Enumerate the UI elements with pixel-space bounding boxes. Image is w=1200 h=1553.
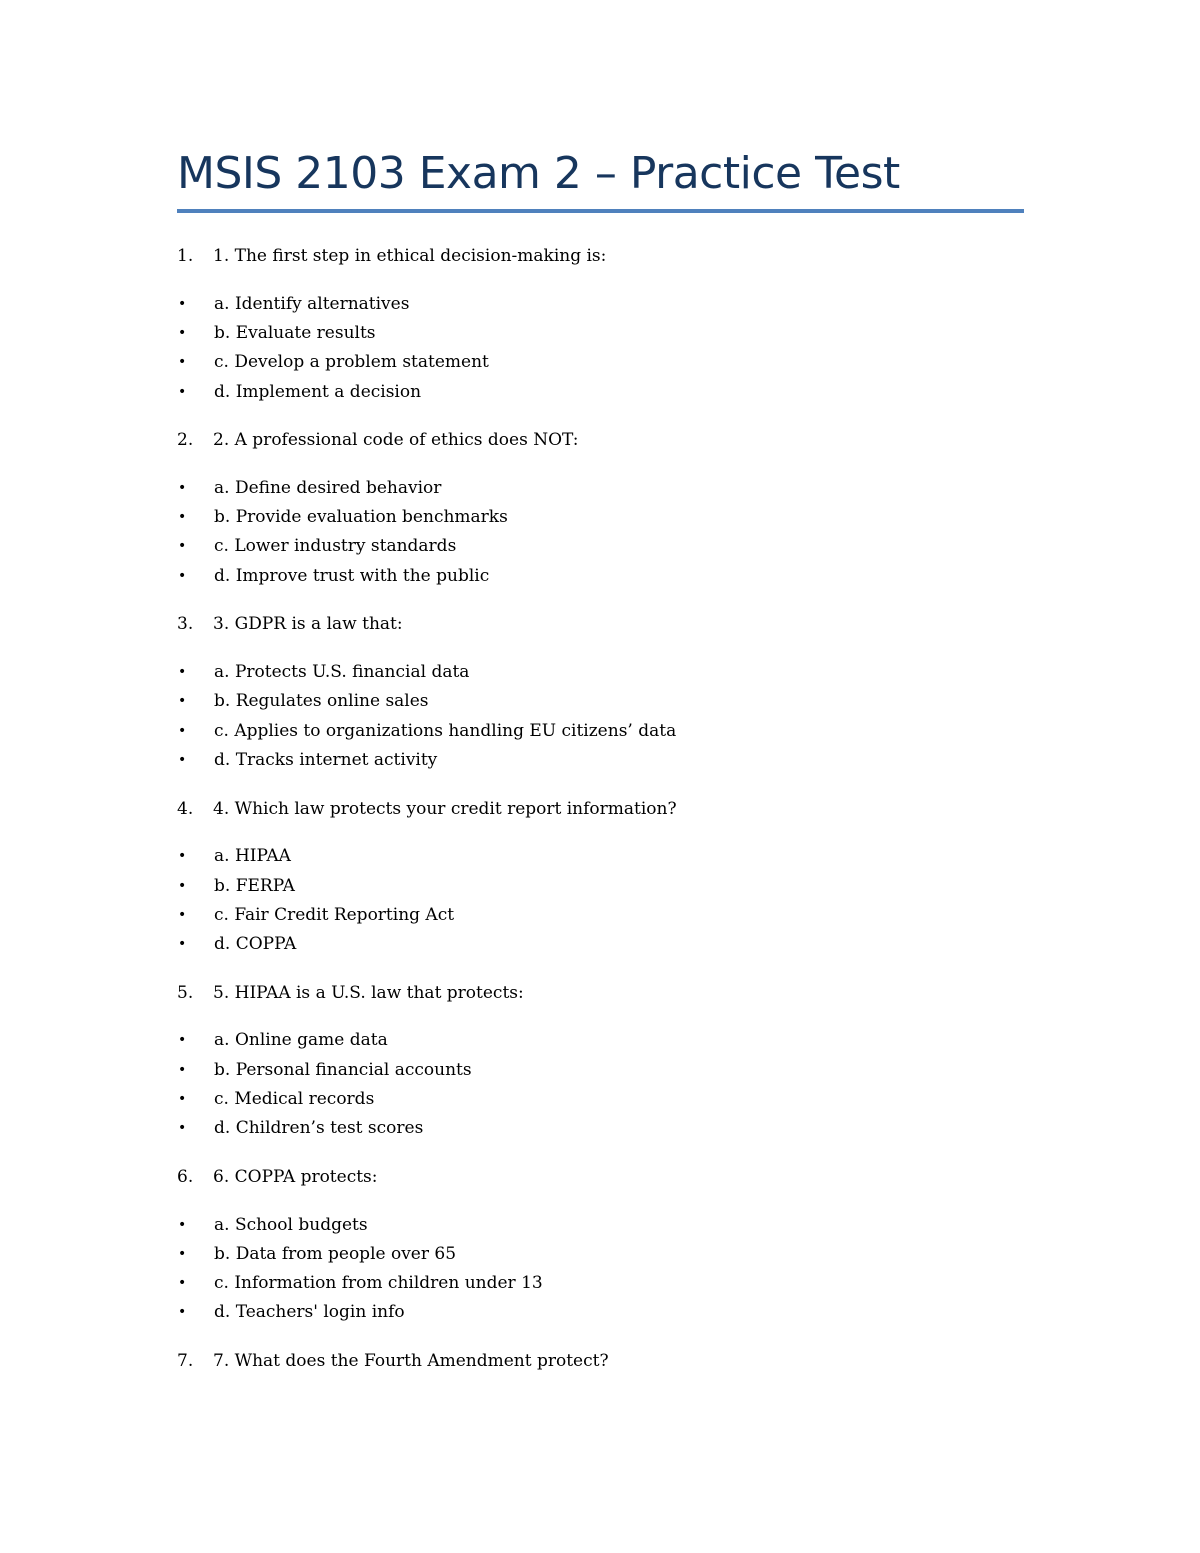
option-list: [177, 842, 1024, 959]
bullet-icon: •: [178, 1120, 187, 1137]
question-number: 7.: [177, 1351, 194, 1372]
option-item: [177, 1210, 1024, 1239]
bullet-icon: •: [178, 1090, 187, 1107]
question-row: [177, 424, 1024, 456]
question-row: [177, 1161, 1024, 1193]
question-row: [177, 1345, 1024, 1377]
question-number: 1.: [177, 246, 194, 266]
option-item: [177, 1055, 1024, 1084]
option-text: c. Applies to organizations handling EU citizens’ data: [214, 720, 677, 741]
option-text: c. Develop a problem statement: [214, 352, 489, 373]
question-6: [177, 1161, 1024, 1327]
question-text: 6. COPPA protects:: [213, 1166, 378, 1187]
option-text: d. Teachers' login info: [214, 1302, 405, 1323]
question-text: 5. HIPAA is a U.S. law that protects:: [213, 982, 524, 1003]
bullet-icon: •: [178, 1216, 187, 1233]
bullet-icon: •: [178, 877, 187, 894]
option-item: [177, 348, 1024, 377]
option-text: d. Children’s test scores: [214, 1118, 424, 1139]
bullet-icon: •: [178, 295, 187, 312]
option-item: [177, 561, 1024, 590]
option-item: [177, 289, 1024, 318]
document-title: MSIS 2103 Exam 2 – Practice Test: [177, 148, 900, 199]
bullet-icon: •: [178, 479, 187, 496]
bullet-icon: •: [178, 1061, 187, 1078]
question-text: 4. Which law protects your credit report information?: [213, 798, 677, 819]
question-number: 6.: [177, 1166, 194, 1187]
option-item: [177, 1239, 1024, 1268]
option-text: d. Implement a decision: [214, 381, 422, 402]
bullet-icon: •: [178, 1245, 187, 1262]
option-item: [177, 1114, 1024, 1143]
option-list: [177, 289, 1024, 406]
bullet-icon: •: [178, 324, 187, 341]
option-item: [177, 716, 1024, 745]
option-item: [177, 929, 1024, 958]
question-3: [177, 608, 1024, 774]
question-number: 4.: [177, 798, 194, 819]
bullet-icon: •: [178, 509, 187, 526]
option-item: [177, 1269, 1024, 1298]
question-number: 2.: [177, 430, 194, 451]
option-text: c. Lower industry standards: [214, 536, 457, 557]
option-text: a. Define desired behavior: [214, 477, 442, 498]
bullet-icon: •: [178, 722, 187, 739]
option-item: [177, 1026, 1024, 1055]
option-text: b. FERPA: [214, 875, 295, 896]
option-text: b. Evaluate results: [214, 322, 376, 343]
option-item: [177, 377, 1024, 406]
question-row: [177, 240, 1024, 272]
option-item: [177, 900, 1024, 929]
question-row: [177, 977, 1024, 1009]
bullet-icon: •: [178, 751, 187, 768]
option-list: [177, 1210, 1024, 1327]
bullet-icon: •: [178, 693, 187, 710]
option-item: [177, 502, 1024, 531]
option-text: a. HIPAA: [214, 846, 291, 867]
bullet-icon: •: [178, 664, 187, 681]
option-text: a. Protects U.S. financial data: [214, 662, 470, 683]
option-text: d. Improve trust with the public: [214, 565, 490, 586]
question-text: 2. A professional code of ethics does NOT:: [213, 430, 579, 451]
option-text: a. School budgets: [214, 1214, 368, 1235]
option-text: c. Information from children under 13: [214, 1273, 543, 1294]
bullet-icon: •: [178, 354, 187, 371]
bullet-icon: •: [178, 538, 187, 555]
bullet-icon: •: [178, 1275, 187, 1292]
option-item: [177, 745, 1024, 774]
bullet-icon: •: [178, 936, 187, 953]
bullet-icon: •: [178, 848, 187, 865]
question-text: 1. The first step in ethical decision-making is:: [213, 246, 607, 266]
option-item: [177, 473, 1024, 502]
question-2: [177, 424, 1024, 590]
option-item: [177, 532, 1024, 561]
question-number: 5.: [177, 982, 194, 1003]
option-list: [177, 1026, 1024, 1143]
title-underline: [177, 209, 1024, 213]
option-text: b. Data from people over 65: [214, 1243, 457, 1264]
option-text: a. Identify alternatives: [214, 293, 410, 314]
option-text: b. Personal financial accounts: [214, 1059, 472, 1080]
question-7: [177, 1345, 1024, 1377]
option-text: b. Regulates online sales: [214, 691, 429, 712]
question-row: [177, 793, 1024, 825]
option-text: a. Online game data: [214, 1030, 388, 1051]
question-list: [177, 240, 1024, 1394]
option-text: b. Provide evaluation benchmarks: [214, 507, 508, 528]
bullet-icon: •: [178, 567, 187, 584]
question-text: 3. GDPR is a law that:: [213, 614, 403, 635]
option-item: [177, 1084, 1024, 1113]
option-text: c. Medical records: [214, 1088, 375, 1109]
option-item: [177, 687, 1024, 716]
option-item: [177, 842, 1024, 871]
option-list: [177, 473, 1024, 590]
bullet-icon: •: [178, 383, 187, 400]
question-1: [177, 240, 1024, 406]
question-5: [177, 977, 1024, 1143]
option-text: d. Tracks internet activity: [214, 749, 438, 770]
bullet-icon: •: [178, 1304, 187, 1321]
question-number: 3.: [177, 614, 194, 635]
question-4: [177, 793, 1024, 959]
bullet-icon: •: [178, 906, 187, 923]
question-text: 7. What does the Fourth Amendment protect?: [213, 1351, 609, 1372]
option-item: [177, 871, 1024, 900]
option-item: [177, 657, 1024, 686]
option-list: [177, 657, 1024, 774]
option-item: [177, 1298, 1024, 1327]
option-text: c. Fair Credit Reporting Act: [214, 904, 455, 925]
bullet-icon: •: [178, 1032, 187, 1049]
option-text: d. COPPA: [214, 934, 297, 955]
question-row: [177, 608, 1024, 640]
option-item: [177, 318, 1024, 347]
